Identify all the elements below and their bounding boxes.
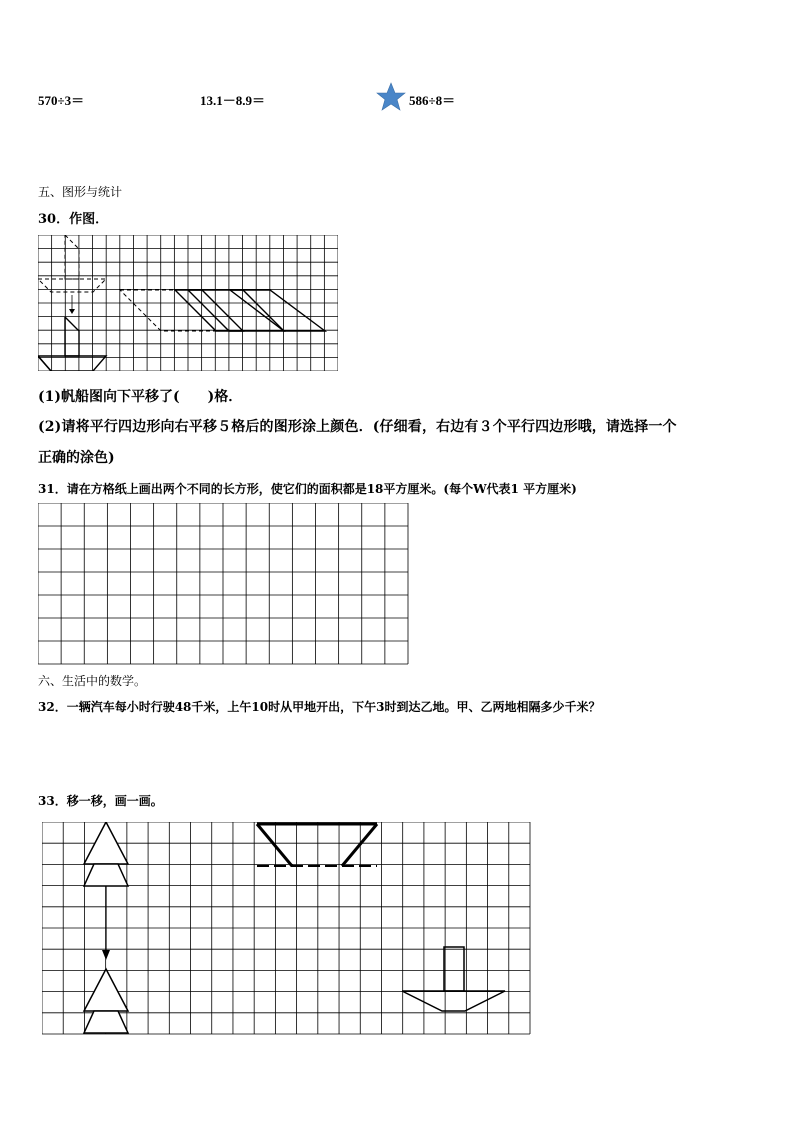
q33-title: 33．移一移，画一画。 (38, 794, 163, 808)
q30-sub2-line2: 正确的涂色) (38, 450, 115, 466)
q30-sub2-line1: (2)请将平行四边形向右平移５格后的图形涂上颜色．(仔细看，右边有３个平行四边形哦，请选择一个 (38, 419, 677, 435)
calc-2: 13.1－8.9＝ (200, 93, 266, 108)
arrow-down-icon (69, 295, 75, 314)
calc-1: 570÷3＝ (38, 93, 85, 108)
q31-text: 31．请在方格纸上画出两个不同的长方形，使它们的面积都是18平方厘米。(每个W代表1 平方厘米) (38, 482, 577, 496)
arrow-down-icon (102, 950, 110, 960)
sailboat-original (38, 235, 106, 292)
q31-grid (38, 503, 410, 665)
calc-3: 586÷8＝ (409, 93, 456, 108)
tree-original (84, 822, 128, 886)
tree-moved (84, 969, 128, 1033)
q32-text: 32．一辆汽车每小时行驶48千米，上午10时从甲地开出，下午3时到达乙地。甲、乙两地相隔多少千米？ (38, 700, 601, 714)
section-6-title: 六、生活中的数学。 (38, 674, 147, 688)
q30-title: 30．作图． (38, 212, 109, 227)
q30-sub1: (1)帆船图向下平移了( )格． (38, 389, 243, 405)
q33-grid (42, 822, 532, 1036)
section-5-title: 五、图形与统计 (38, 185, 123, 199)
star-icon (376, 82, 406, 112)
boat-shape (402, 947, 505, 1011)
q30-grid (38, 235, 338, 371)
